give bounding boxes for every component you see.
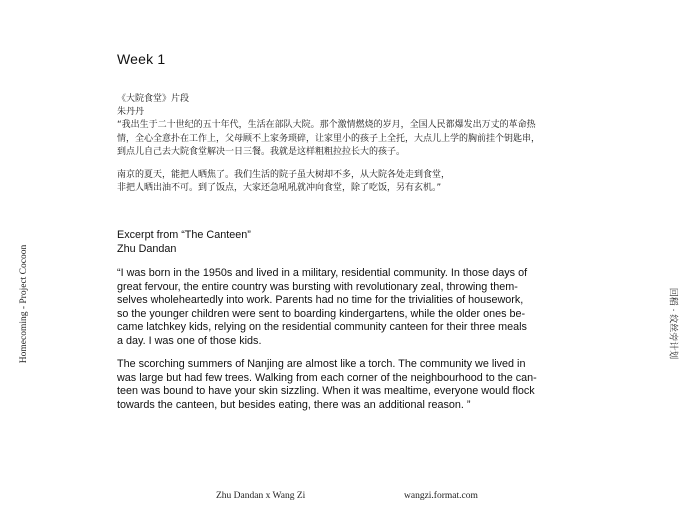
page-title: Week 1 [117,51,166,67]
side-caption-right [667,276,681,371]
english-paragraph1-line: a day. I was one of those kids. [117,334,262,347]
english-paragraph1-line: so the younger children were sent to boarding kindergartens, while the older ones be- [117,307,526,320]
chinese-paragraph1-line: 情，全心全意扑在工作上，父母顾不上家务琐碎，让家里小的孩子上全托，大点儿上学的胸前挂个钥匙串， [117,133,541,144]
english-paragraph1-line: “I was born in the 1950s and lived in a military, residential community. In those days of [117,267,528,279]
english-excerpt [117,229,617,412]
english-paragraph1-line: great fervour, the entire country was bursting with revolutionary zeal, throwing them- [117,280,518,293]
chinese-paragraph2-line: 南京的夏天，能把人晒焦了。我们生活的院子虽大树却不多，从大院各处走到食堂， [117,170,451,181]
footer-credits: Zhu Dandan x Wang Zi [216,491,306,501]
english-paragraph1-line: selves wholeheartedly into work. Parents had no time for the trivialities of housework, [117,294,524,306]
english-paragraph2-line: towards the canteen, but besides eating, there was an additional reason. ” [117,398,471,411]
english-paragraph2-line: was large but had few trees. Walking from each corner of the neighbourhood to the can- [117,371,537,384]
project-title-vertical: Homecoming - Project Cocoon [19,244,29,363]
footer-website: wangzi.format.com [404,491,478,501]
english-author: Zhu Dandan [117,242,177,255]
chinese-paragraph1-line: 到点儿自己去大院食堂解决一日三餐。我就是这样粗粗拉拉长大的孩子。 [117,146,406,157]
english-source-line: Excerpt from “The Canteen” [117,229,251,241]
side-caption-left [17,236,31,371]
chinese-paragraph1-line: “我出生于二十世纪的五十年代，生活在部队大院。那个激情燃烧的岁月，全国人民都爆发出万丈的革命热 [117,120,536,131]
project-title-chinese-vertical: 回稻 · 纹丝旁计划 [667,287,678,360]
chinese-author: 朱丹丹 [117,107,145,118]
english-paragraph1-line: came latchkey kids, relying on the residential community canteen for their three meals [117,321,527,333]
chinese-excerpt [117,93,617,195]
chinese-source-line: 《大院食堂》片段 [117,94,190,104]
chinese-paragraph2-line: 非把人晒出油不可。到了饭点，大家还急吼吼就冲向食堂，除了吃饭，另有玄机。” [117,183,442,194]
english-paragraph2-line: teen was bound to have your skin sizzling. When it was mealtime, everyone would flock [117,385,535,397]
english-paragraph2-line: The scorching summers of Nanjing are almost like a torch. The community we lived in [117,358,526,370]
